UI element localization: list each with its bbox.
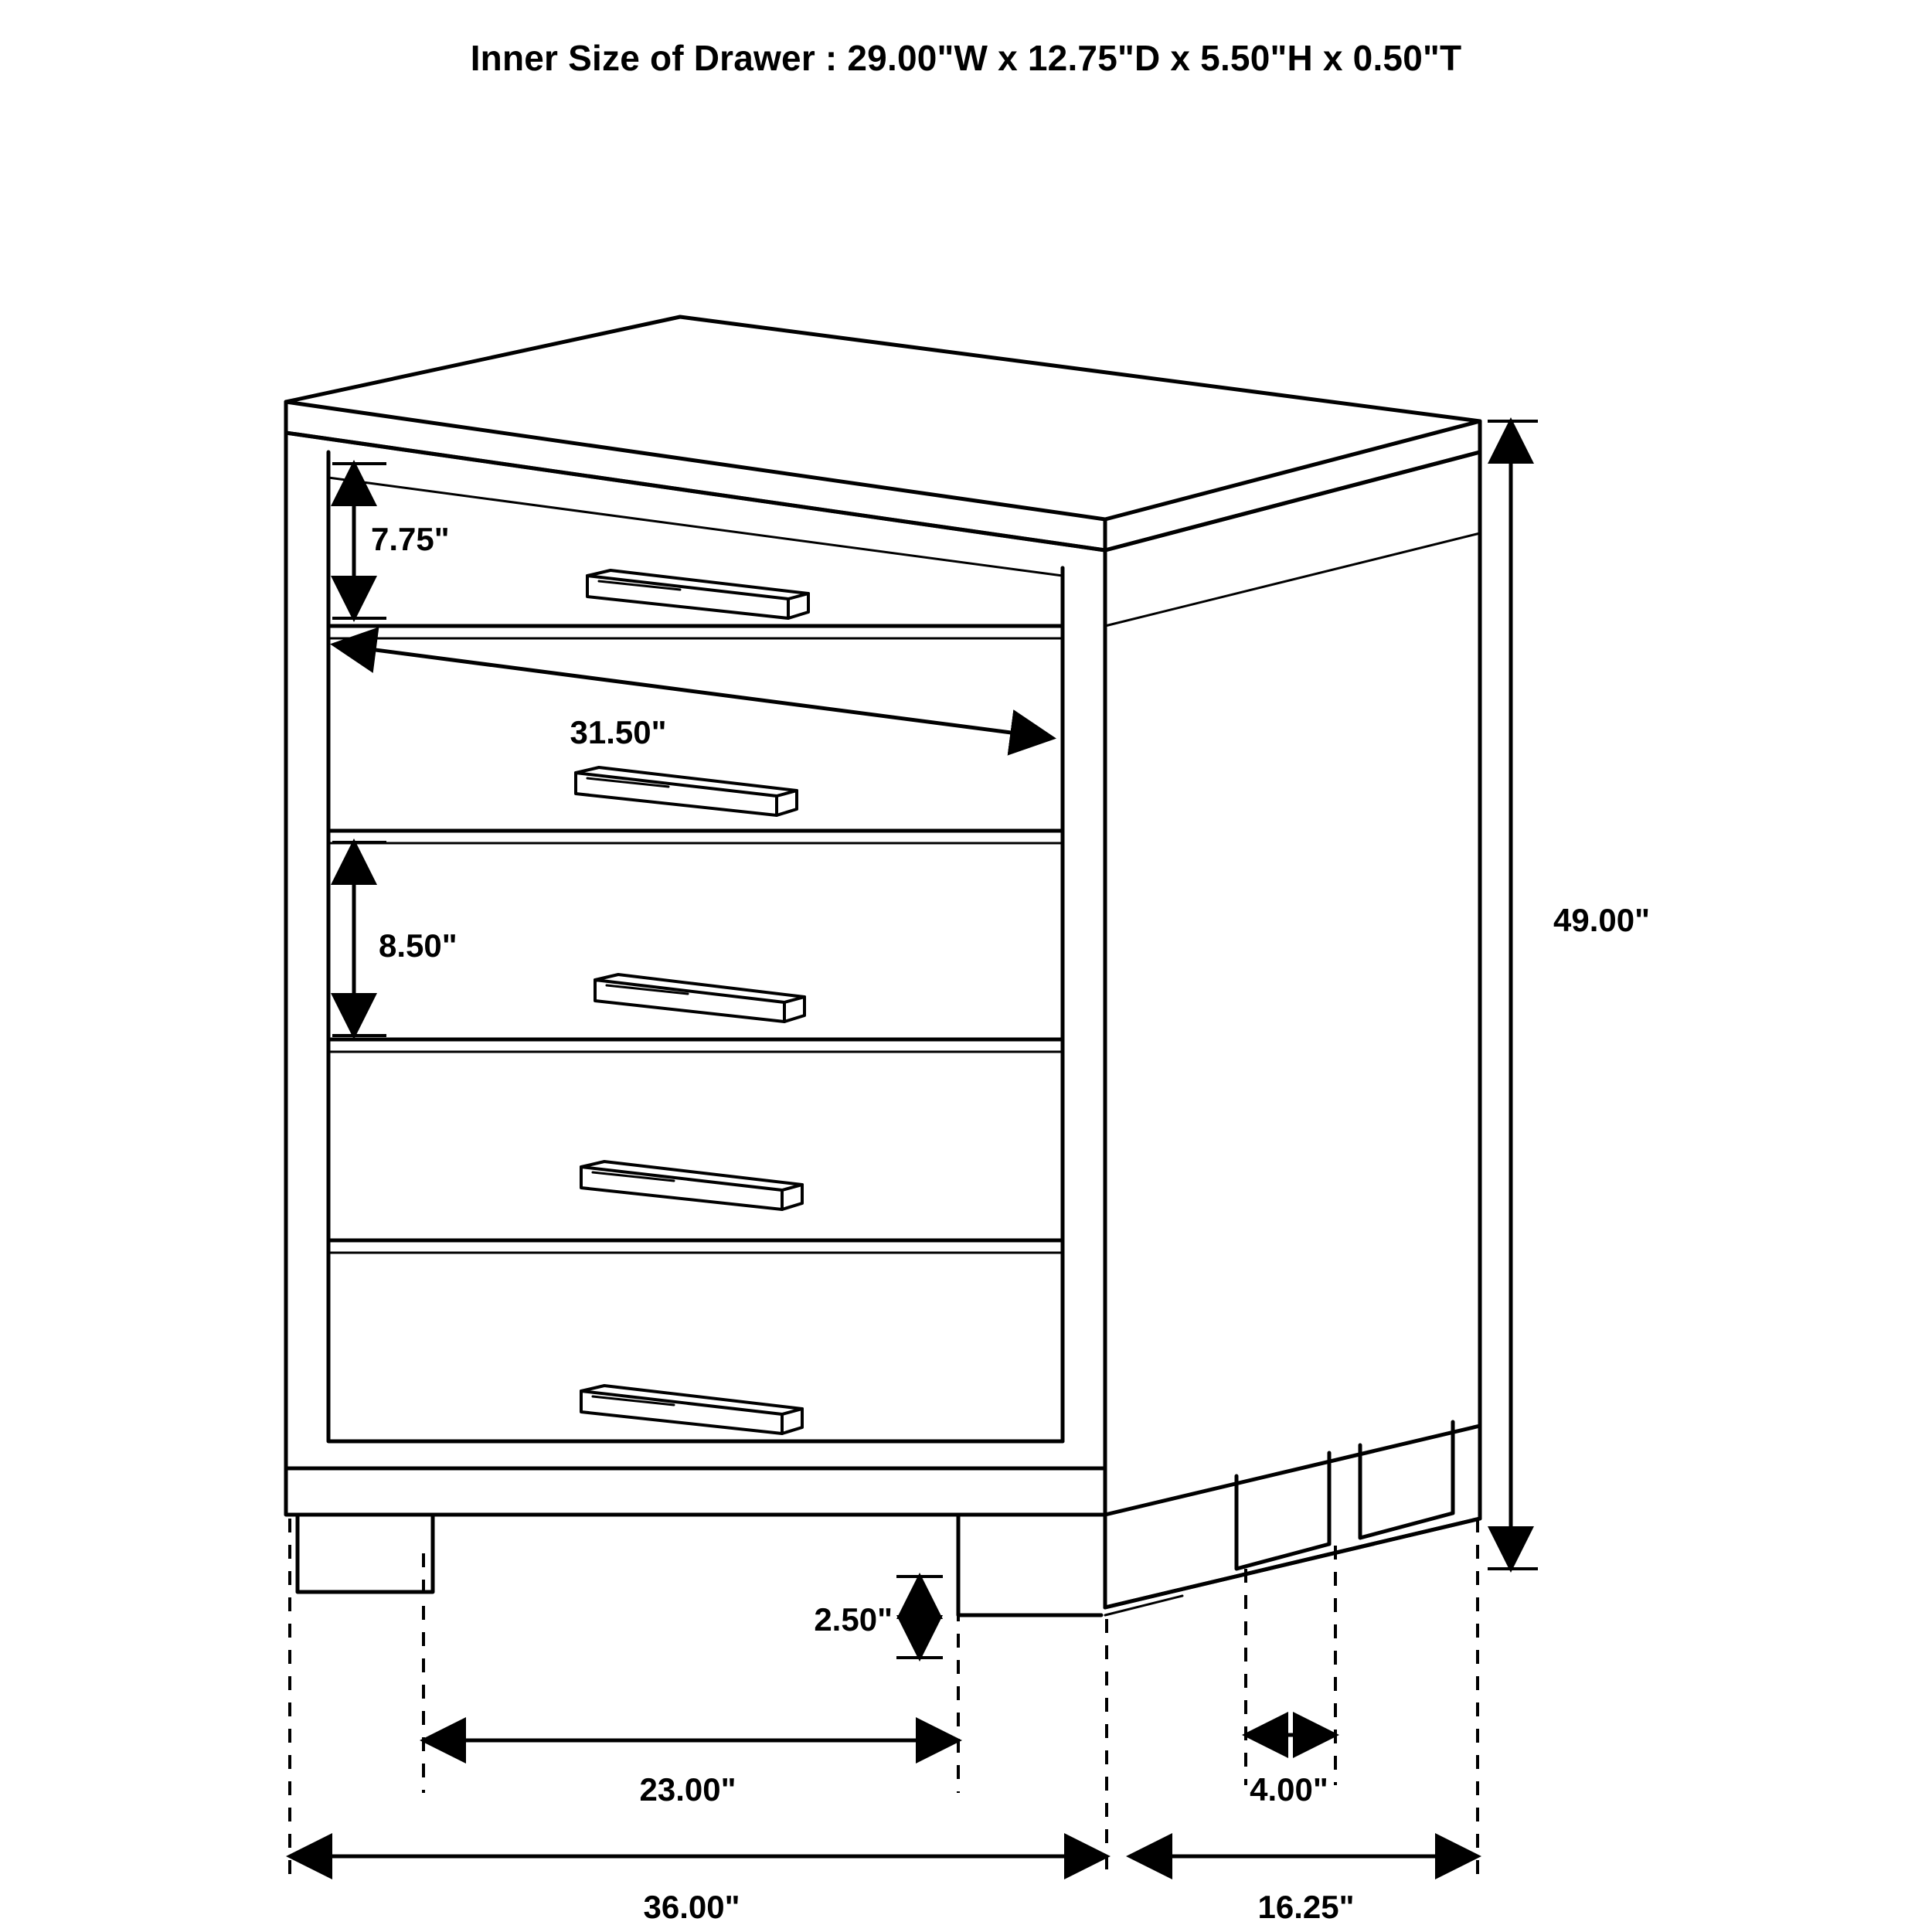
- label-overall-depth: 16.25": [1257, 1889, 1355, 1925]
- handle-1: [587, 570, 808, 618]
- handle-4: [581, 1162, 802, 1209]
- leg-side-a: [1236, 1453, 1329, 1569]
- label-overall-width: 36.00": [643, 1889, 740, 1925]
- plinth-side-top: [1105, 1379, 1480, 1515]
- label-drawer-front-width: 31.50": [570, 714, 667, 750]
- extension-lines: [290, 1519, 1478, 1878]
- plinth-side-bottom: [1105, 1519, 1480, 1607]
- handle-2: [576, 767, 797, 815]
- cabinet-body: [286, 317, 1480, 1615]
- label-leg-offset: 4.00": [1250, 1771, 1328, 1808]
- label-lower-drawer-height: 8.50": [379, 927, 457, 964]
- side-line-1: [1105, 533, 1480, 626]
- label-overall-height: 49.00": [1553, 902, 1651, 938]
- top-panel-edge-side: [1105, 421, 1480, 550]
- dim-line-drawer-width: [334, 645, 1053, 738]
- page-title: Inner Size of Drawer : 29.00"W x 12.75"D x 5.50"H x 0.50"T: [470, 38, 1462, 78]
- dimension-lines: [290, 421, 1538, 1856]
- label-top-drawer-height: 7.75": [371, 521, 450, 557]
- label-leg-height: 2.50": [814, 1601, 893, 1638]
- handle-5: [581, 1386, 802, 1434]
- plinth-front: [286, 1468, 1105, 1515]
- label-leg-span: 23.00": [639, 1771, 736, 1808]
- top-panel: [286, 317, 1480, 519]
- handle-3: [595, 975, 804, 1022]
- leg-front-right: [958, 1515, 1101, 1615]
- side-face: [1105, 452, 1480, 1607]
- leg-front-left: [298, 1515, 433, 1592]
- leg-side-b: [1360, 1422, 1453, 1538]
